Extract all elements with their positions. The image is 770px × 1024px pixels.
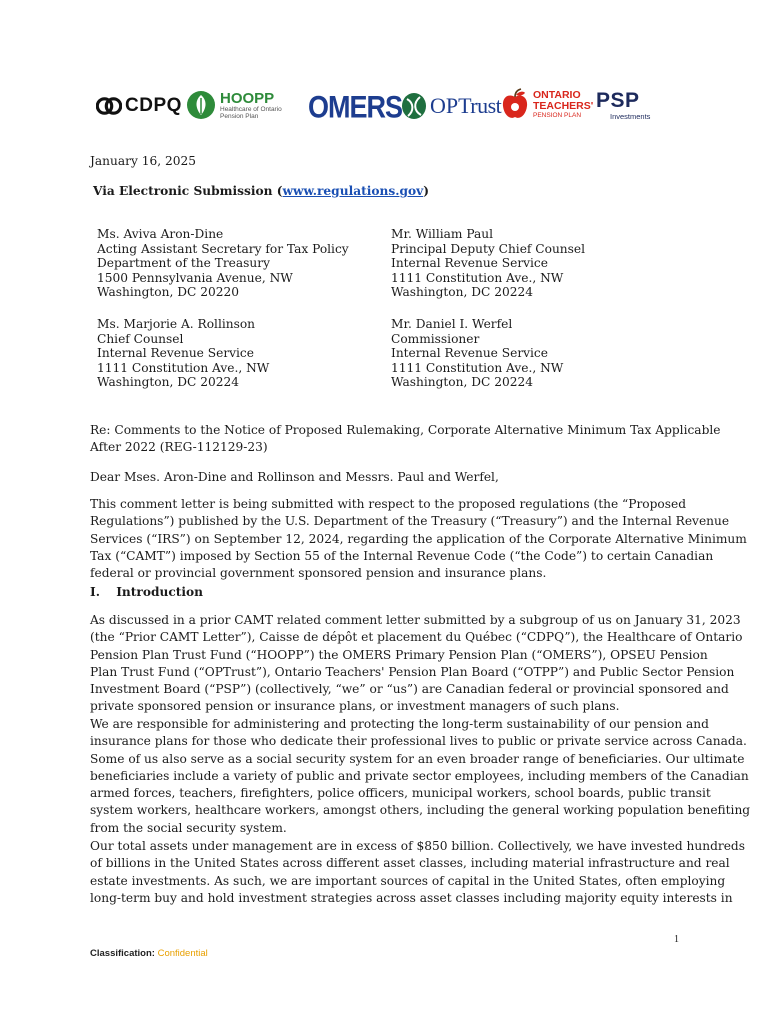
otpp-logo bbox=[500, 88, 593, 122]
addressee-block bbox=[97, 227, 387, 300]
body-paragraph bbox=[90, 716, 750, 837]
addressee-block bbox=[391, 227, 681, 300]
body-paragraph bbox=[90, 612, 742, 716]
addressee-title: Chief Counsel bbox=[97, 331, 184, 346]
hoopp-leaf-icon bbox=[186, 90, 216, 120]
hoopp-subtitle-line2: Pension Plan bbox=[220, 112, 259, 120]
paragraph-line: Plan Trust Fund (“OPTrust”), Ontario Teachers' Pension Plan Board (“OTPP”) and Public Sector Pension bbox=[90, 664, 735, 679]
addressee-title: Commissioner bbox=[391, 331, 480, 346]
hoopp-subtitle-line1: Healthcare of Ontario bbox=[220, 105, 282, 113]
logo-strip bbox=[96, 86, 666, 130]
psp-subtitle: Investments bbox=[610, 112, 651, 121]
salutation: Dear Mses. Aron-Dine and Rollinson and Messrs. Paul and Werfel, bbox=[90, 470, 499, 484]
omers-wordmark: OMERS bbox=[308, 89, 403, 125]
addressee-street: 1111 Constitution Ave., NW bbox=[97, 360, 270, 375]
regulations-gov-link[interactable]: www.regulations.gov bbox=[282, 184, 424, 198]
cdpq-wordmark: CDPQ bbox=[125, 95, 182, 116]
otpp-wordmark-line3: PENSION PLAN bbox=[533, 112, 582, 119]
addressee-name: Ms. Aviva Aron-Dine bbox=[97, 227, 224, 241]
addressee-title: Acting Assistant Secretary for Tax Policy bbox=[97, 241, 349, 256]
addressee-street: 1111 Constitution Ave., NW bbox=[391, 270, 564, 285]
paragraph-line: Tax (“CAMT”) imposed by Section 55 of the Internal Revenue Code (“the Code”) to certain Canadian bbox=[90, 548, 714, 563]
otpp-wordmark-line1: ONTARIO bbox=[533, 89, 581, 101]
addressee-organization: Internal Revenue Service bbox=[391, 256, 548, 271]
psp-wordmark: PSP bbox=[596, 89, 640, 112]
optrust-logo bbox=[400, 91, 501, 121]
paragraph-line: Regulations”) published by the U.S. Department of the Treasury (“Treasury”) and the Internal Revenue bbox=[90, 514, 730, 529]
otpp-wordmark-line2: TEACHERS' bbox=[533, 100, 594, 112]
paragraph-line: of billions in the United States across different asset classes, including material infrastructure and real bbox=[90, 856, 730, 871]
classification-footer bbox=[90, 948, 208, 959]
paragraph-line: As discussed in a prior CAMT related comment letter submitted by a subgroup of us on January 31, 2023 bbox=[90, 613, 741, 627]
paragraph-line: (the “Prior CAMT Letter”), Caisse de dépôt et placement du Québec (“CDPQ”), the Healthcare of Ontario bbox=[90, 630, 743, 645]
section-title: Introduction bbox=[116, 585, 203, 599]
addressee-block bbox=[391, 317, 681, 390]
optrust-trust: Trust bbox=[458, 93, 502, 118]
paragraph-line: Pension Plan Trust Fund (“HOOPP”) the OMERS Primary Pension Plan (“OMERS”), OPSEU Pension bbox=[90, 647, 708, 662]
submission-prefix: Via Electronic Submission ( bbox=[93, 184, 283, 198]
addressee-organization: Internal Revenue Service bbox=[97, 346, 254, 361]
letter-date: January 16, 2025 bbox=[90, 154, 196, 168]
hoopp-wordmark: HOOPP bbox=[220, 89, 275, 107]
re-subject bbox=[90, 422, 720, 457]
optrust-op: OP bbox=[430, 93, 459, 118]
paragraph-line: system workers, healthcare workers, amongst others, including the general working population benefiting bbox=[90, 803, 751, 818]
cdpq-emblem-icon bbox=[96, 95, 122, 117]
addressee-title: Principal Deputy Chief Counsel bbox=[391, 241, 586, 256]
addressee-block bbox=[97, 317, 387, 390]
addressee-organization: Department of the Treasury bbox=[97, 256, 270, 271]
addressee-city: Washington, DC 20224 bbox=[391, 375, 533, 390]
addressee-city: Washington, DC 20224 bbox=[391, 285, 533, 300]
body-paragraph bbox=[90, 838, 745, 907]
addressee-name: Mr. William Paul bbox=[391, 227, 493, 241]
paragraph-line: private sponsored pension or insurance plans, or investment managers of such plans. bbox=[90, 699, 620, 714]
psp-logo bbox=[596, 90, 650, 121]
paragraph-line: federal or provincial government sponsored pension and insurance plans. bbox=[90, 566, 547, 581]
paragraph-line: Some of us also serve as a social security system for an even broader range of beneficiaries. Our ultimate bbox=[90, 751, 745, 766]
paragraph-line: estate investments. As such, we are important sources of capital in the United States, often employing bbox=[90, 873, 726, 888]
addressee-organization: Internal Revenue Service bbox=[391, 346, 548, 361]
cdpq-logo bbox=[96, 95, 182, 117]
paragraph-line: We are responsible for administering and protecting the long-term sustainability of our pension and bbox=[90, 717, 709, 731]
paragraph-line: armed forces, teachers, firefighters, police officers, municipal workers, school boards, public transit bbox=[90, 786, 711, 801]
re-line: After 2022 (REG-112129-23) bbox=[90, 440, 268, 455]
paragraph-line: beneficiaries include a variety of public and private sector employees, including members of the Canadian bbox=[90, 768, 749, 783]
addressee-city: Washington, DC 20220 bbox=[97, 285, 239, 300]
paragraph-line: This comment letter is being submitted with respect to the proposed regulations (the “Proposed bbox=[90, 497, 687, 511]
addressee-street: 1500 Pennsylvania Avenue, NW bbox=[97, 270, 293, 285]
intro-paragraph bbox=[90, 496, 747, 582]
submission-suffix: ) bbox=[423, 184, 429, 198]
otpp-apple-icon bbox=[500, 88, 530, 122]
section-heading bbox=[90, 584, 203, 601]
paragraph-line: Services (“IRS”) on September 12, 2024, regarding the application of the Corporate Alternative Minimum bbox=[90, 531, 747, 546]
submission-line bbox=[93, 184, 429, 199]
addressee-street: 1111 Constitution Ave., NW bbox=[391, 360, 564, 375]
addressee-name: Mr. Daniel I. Werfel bbox=[391, 317, 513, 331]
addressee-city: Washington, DC 20224 bbox=[97, 375, 239, 390]
paragraph-line: long-term buy and hold investment strategies across asset classes including majority equity interests in bbox=[90, 890, 733, 905]
paragraph-line: Investment Board (“PSP”) (collectively, “we” or “us”) are Canadian federal or provincial sponsored and bbox=[90, 682, 729, 697]
classification-label: Classification: bbox=[90, 948, 155, 959]
paragraph-line: insurance plans for those who dedicate their professional lives to public or private service across Canada. bbox=[90, 734, 747, 749]
optrust-globe-icon bbox=[400, 91, 428, 121]
page-number: 1 bbox=[674, 934, 679, 945]
hoopp-logo bbox=[186, 90, 282, 120]
omers-logo bbox=[308, 89, 403, 125]
classification-value: Confidential bbox=[157, 948, 208, 959]
addressee-name: Ms. Marjorie A. Rollinson bbox=[97, 317, 256, 331]
section-number: I. bbox=[90, 585, 100, 599]
paragraph-line: Our total assets under management are in excess of $850 billion. Collectively, we have invested hundreds bbox=[90, 839, 745, 853]
re-line: Re: Comments to the Notice of Proposed Rulemaking, Corporate Alternative Minimum Tax Applicable bbox=[90, 423, 721, 437]
paragraph-line: from the social security system. bbox=[90, 820, 287, 835]
